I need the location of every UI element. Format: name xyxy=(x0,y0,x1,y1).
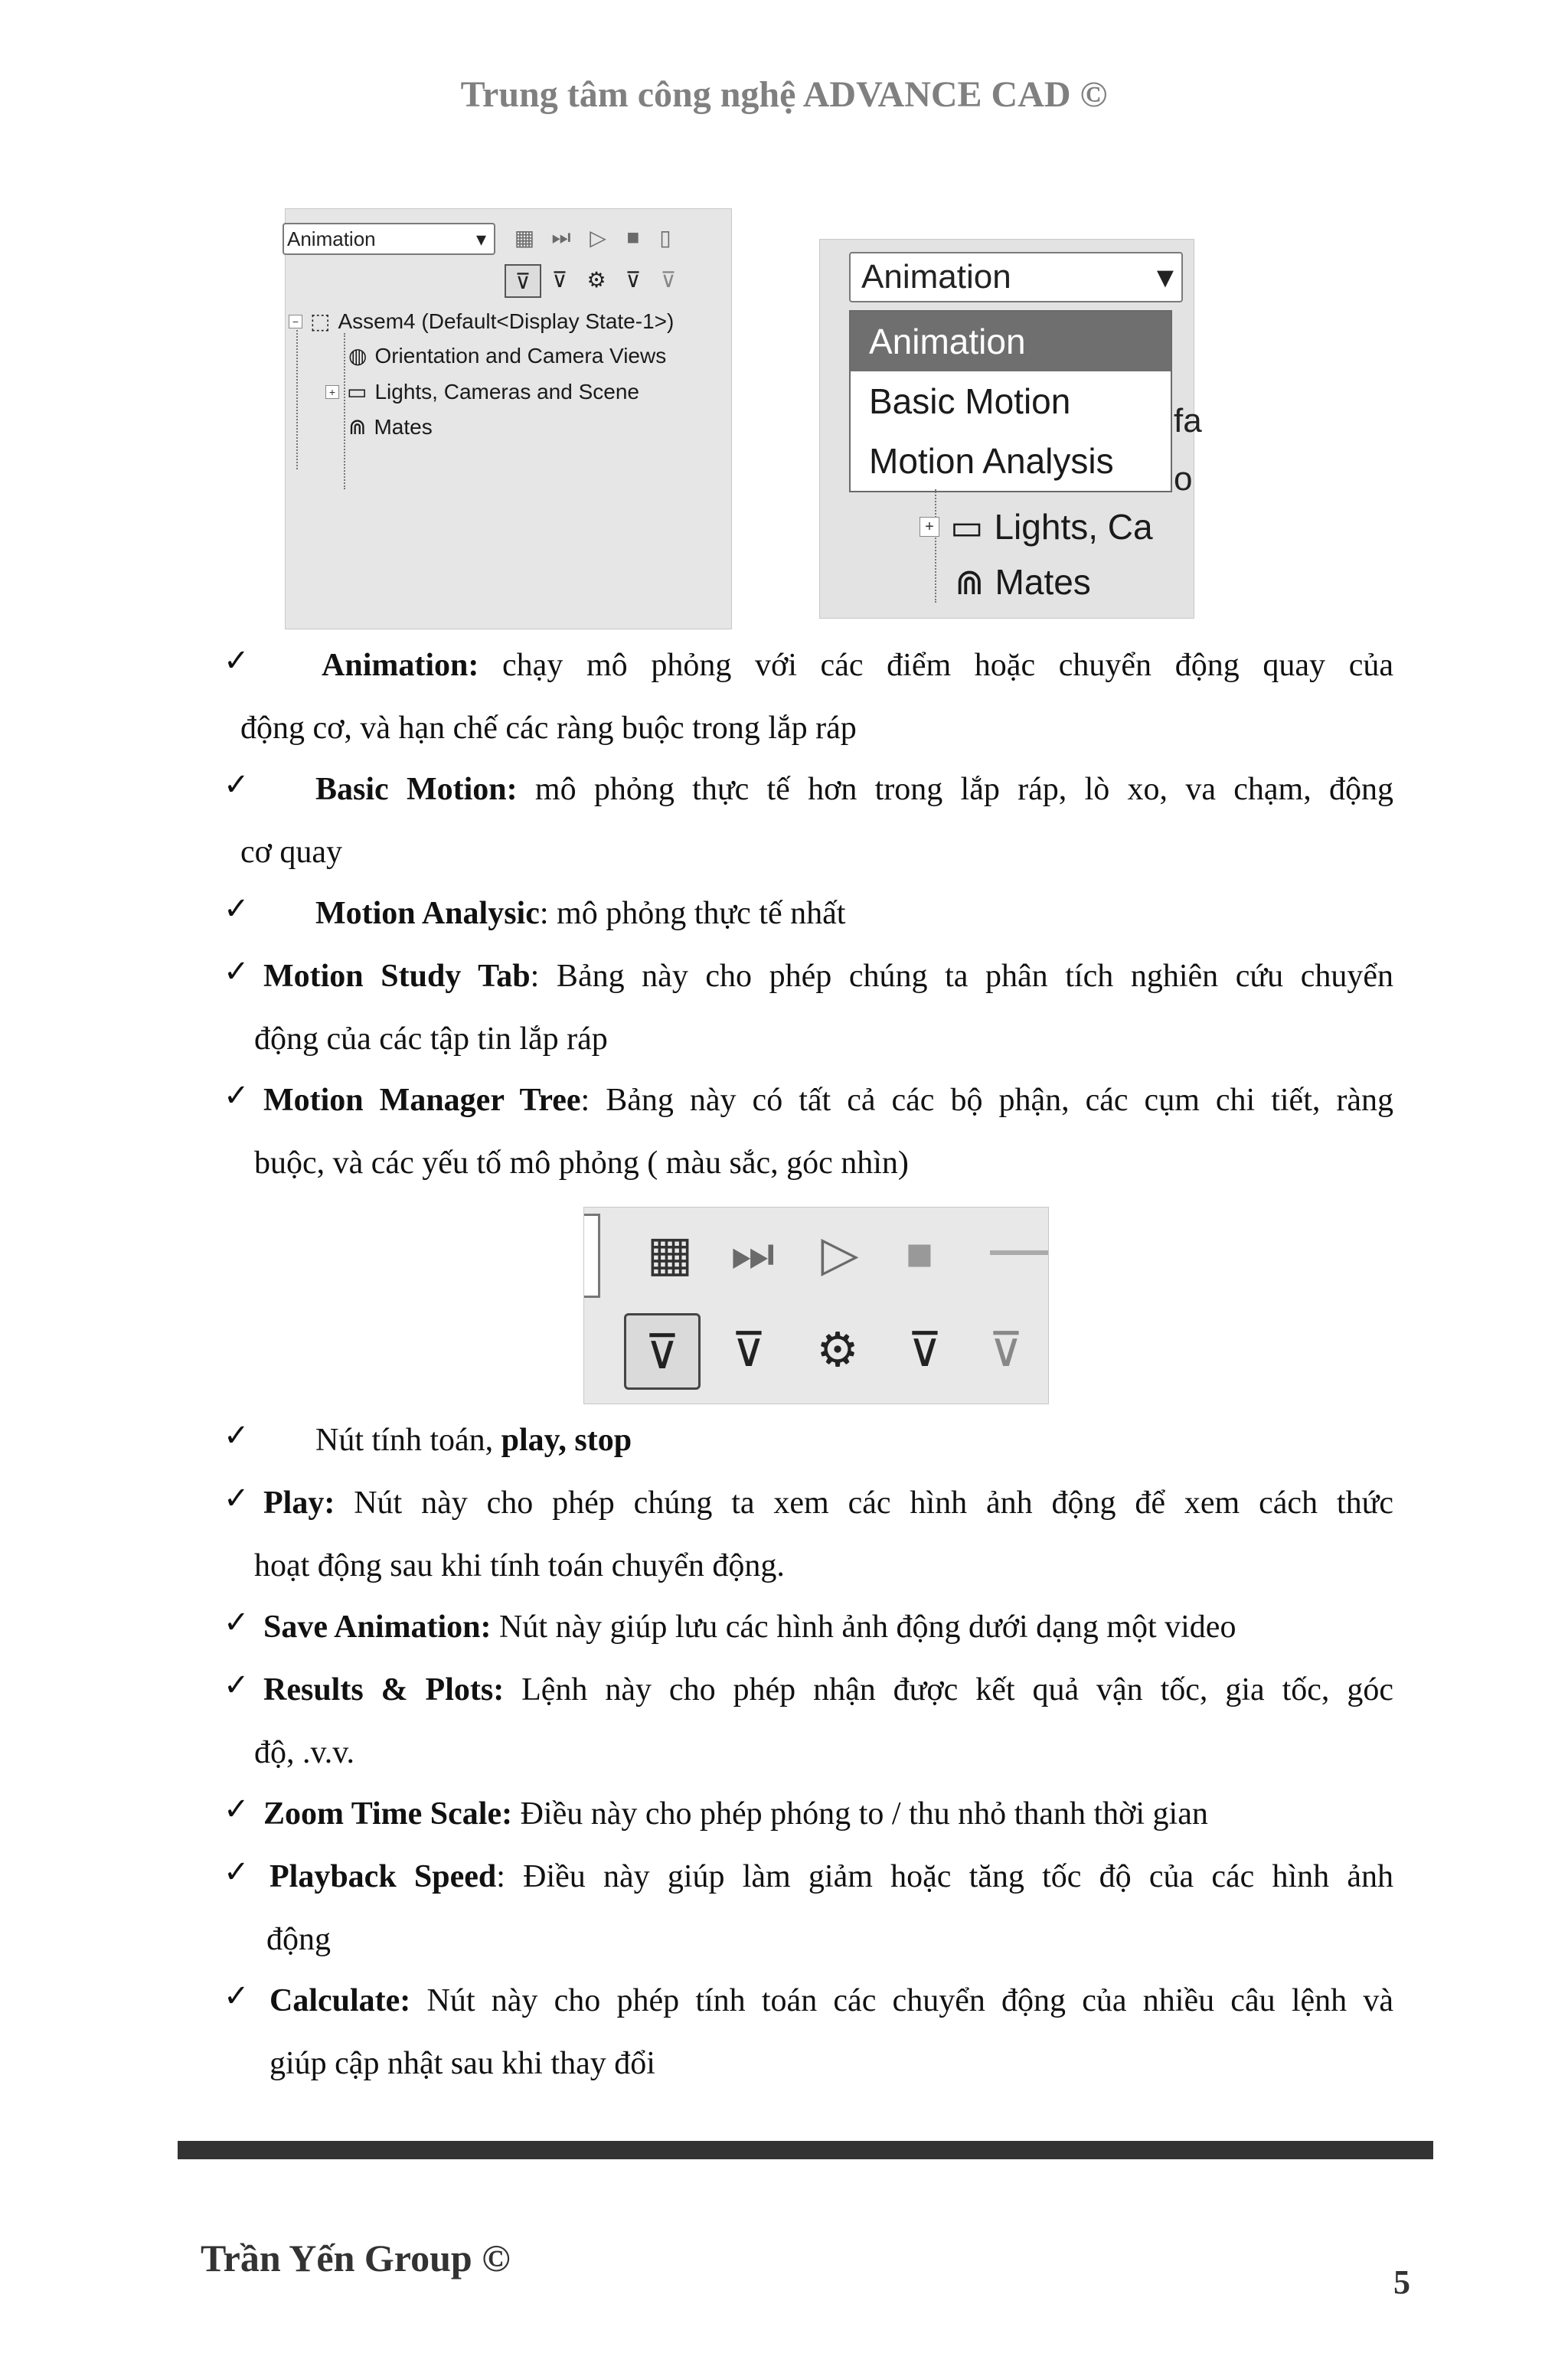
study-type-combo-expanded[interactable] xyxy=(849,252,1183,302)
option-basic-motion[interactable]: Basic Motion xyxy=(869,381,1071,421)
check-icon: ✓ xyxy=(224,1605,250,1640)
footer-divider xyxy=(178,2141,1433,2159)
calculate-icon[interactable]: ▦ xyxy=(646,1225,694,1281)
study-type-combo[interactable] xyxy=(283,223,495,255)
tree-root[interactable]: − ⬚ Assem4 (Default<Display State-1>) xyxy=(289,309,674,334)
play-icon[interactable]: ▷ xyxy=(590,225,606,250)
list-item-cont: động của các tập tin lắp ráp xyxy=(254,1021,608,1057)
motion-manager-screenshot xyxy=(285,208,732,629)
check-icon: ✓ xyxy=(224,1481,250,1516)
filter-selected-icon[interactable]: ⚙ xyxy=(586,267,606,292)
filter-results-icon[interactable]: ⊽ xyxy=(625,267,642,292)
list-item: Playback Speed: Điều này giúp làm giảm hoặc tăng tốc độ của các hình ảnh xyxy=(270,1859,1393,1894)
play-from-start-icon[interactable]: ⏭ xyxy=(551,224,571,249)
clipped-fragment: fa xyxy=(1174,402,1202,440)
collapse-icon[interactable]: − xyxy=(289,315,302,328)
list-item: Animation: chạy mô phỏng với các điểm hoặc chuyển động quay của xyxy=(322,648,1393,683)
combo-value: Animation xyxy=(861,258,1011,296)
list-item: Motion Study Tab: Bảng này cho phép chúng ta phân tích nghiên cứu chuyển xyxy=(263,959,1393,994)
list-item: Play: Nút này cho phép chúng ta xem các hình ảnh động để xem cách thức xyxy=(263,1485,1393,1521)
filter-plot-icon[interactable]: ⊽ xyxy=(660,267,677,292)
play-icon[interactable]: ▷ xyxy=(821,1225,859,1281)
page-header: Trung tâm công nghệ ADVANCE CAD © xyxy=(460,74,1108,115)
motion-toolbar-screenshot xyxy=(583,1207,1049,1404)
more-icon[interactable]: ▯ xyxy=(659,225,671,250)
check-icon: ✓ xyxy=(224,1792,250,1827)
check-icon: ✓ xyxy=(224,643,250,678)
tree-item-mates[interactable]: ⋒ Mates xyxy=(955,562,1091,602)
list-item-cont: động xyxy=(266,1922,331,1957)
list-item: Basic Motion: mô phỏng thực tế hơn trong lắp ráp, lò xo, va chạm, động xyxy=(315,772,1394,807)
check-icon: ✓ xyxy=(224,1855,250,1890)
stop-icon[interactable]: ■ xyxy=(905,1227,934,1279)
check-icon: ✓ xyxy=(224,891,250,926)
folder-icon: ▭ xyxy=(347,380,368,404)
check-icon: ✓ xyxy=(224,1979,250,2014)
list-item-cont: động cơ, và hạn chế các ràng buộc trong lắp ráp xyxy=(240,711,857,746)
list-item: Results & Plots: Lệnh này cho phép nhận được kết quả vận tốc, gia tốc, góc xyxy=(263,1672,1393,1708)
filter-animated-icon[interactable]: ⊽ xyxy=(624,1313,701,1390)
list-item: Calculate: Nút này cho phép tính toán các chuyển động của nhiều câu lệnh và xyxy=(270,1983,1393,2018)
mates-icon: ⋒ xyxy=(955,562,985,602)
filter-plot-icon[interactable]: ⊽ xyxy=(988,1323,1024,1377)
tree-item-mates[interactable]: ⋒ Mates xyxy=(348,414,433,439)
list-item-cont: hoạt động sau khi tính toán chuyển động. xyxy=(254,1548,785,1583)
clipped-fragment: o xyxy=(1174,460,1193,498)
calculate-icon[interactable]: ▦ xyxy=(514,225,535,250)
assembly-icon: ⬚ xyxy=(310,309,331,333)
list-item: Nút tính toán, play, stop xyxy=(315,1423,632,1458)
filter-selected-icon[interactable]: ⚙ xyxy=(816,1323,859,1377)
check-icon: ✓ xyxy=(224,767,250,802)
list-item-cont: độ, .v.v. xyxy=(254,1735,355,1770)
chevron-down-icon: ▾ xyxy=(475,227,486,250)
list-item: Save Animation: Nút này giúp lưu các hình ảnh động dưới dạng một video xyxy=(263,1610,1236,1645)
study-type-options xyxy=(849,310,1172,492)
list-item: Motion Analysic: mô phỏng thực tế nhất xyxy=(315,896,846,931)
camera-views-icon: ◍ xyxy=(348,344,368,368)
filter-driving-icon[interactable]: ⊽ xyxy=(731,1323,766,1377)
list-item-cont: cơ quay xyxy=(240,835,342,870)
tree-item-orientation[interactable]: ◍ Orientation and Camera Views xyxy=(348,343,667,368)
check-icon: ✓ xyxy=(224,1078,250,1113)
option-animation[interactable]: Animation xyxy=(851,312,1171,371)
play-from-start-icon[interactable]: ⏭ xyxy=(730,1225,775,1281)
chevron-down-icon: ▾ xyxy=(1156,258,1174,296)
check-icon: ✓ xyxy=(224,1668,250,1703)
list-item-cont: buộc, và các yếu tố mô phỏng ( màu sắc, góc nhìn) xyxy=(254,1145,909,1181)
check-icon: ✓ xyxy=(224,1418,250,1453)
list-item: Zoom Time Scale: Điều này cho phép phóng to / thu nhỏ thanh thời gian xyxy=(263,1796,1208,1832)
filter-results-icon[interactable]: ⊽ xyxy=(907,1323,942,1377)
list-item-cont: giúp cập nhật sau khi thay đổi xyxy=(270,2046,655,2081)
study-type-dropdown-screenshot xyxy=(819,239,1202,619)
combo-value: Animation xyxy=(287,227,376,250)
check-icon: ✓ xyxy=(224,954,250,989)
tree-item-lights[interactable]: + ▭ Lights, Ca xyxy=(920,506,1153,547)
mates-icon: ⋒ xyxy=(348,415,367,439)
folder-icon: ▭ xyxy=(950,507,984,547)
expand-icon[interactable]: + xyxy=(325,385,339,399)
stop-icon[interactable]: ■ xyxy=(626,225,640,249)
expand-icon[interactable]: + xyxy=(920,517,939,537)
filter-animated-icon[interactable]: ⊽ xyxy=(505,264,541,298)
filter-driving-icon[interactable]: ⊽ xyxy=(551,267,568,292)
list-item: Motion Manager Tree: Bảng này có tất cả các bộ phận, các cụm chi tiết, ràng xyxy=(263,1083,1394,1118)
tree-item-lights[interactable]: + ▭ Lights, Cameras and Scene xyxy=(325,379,639,404)
footer-group-name: Trần Yến Group © xyxy=(201,2237,511,2279)
page-number: 5 xyxy=(1393,2263,1410,2301)
option-motion-analysis[interactable]: Motion Analysis xyxy=(869,441,1114,481)
